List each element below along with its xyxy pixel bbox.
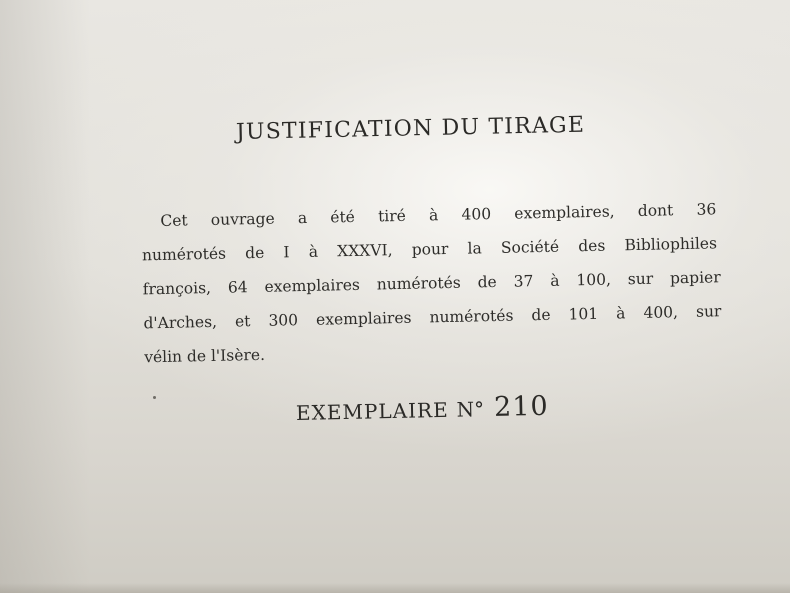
statement-line-1: Cet ouvrage a été tiré à 400 exemplaires, dont 36 (160, 200, 717, 230)
page-shadow (0, 0, 90, 593)
copy-number-line (296, 391, 549, 427)
statement-line-2: numérotés de I à XXXVI, pour la Société des Bibliophiles (141, 234, 718, 265)
copy-number: 210 (493, 390, 549, 423)
exemplaire-label: EXEMPLAIRE (295, 397, 449, 425)
statement-line-5: vélin de l'Isère. (144, 345, 266, 367)
edition-statement (141, 192, 743, 374)
statement-line-3: françois, 64 exemplaires numérotés de 37 à 100, sur papier (142, 268, 721, 299)
page-title: JUSTIFICATION DU TIRAGE (235, 112, 586, 145)
paper-speck (153, 396, 156, 399)
page-bottom-edge (0, 583, 790, 593)
number-sign: N° (456, 397, 485, 422)
statement-line-4: d'Arches, et 300 exemplaires numérotés de 101 à 400, sur (143, 302, 722, 333)
